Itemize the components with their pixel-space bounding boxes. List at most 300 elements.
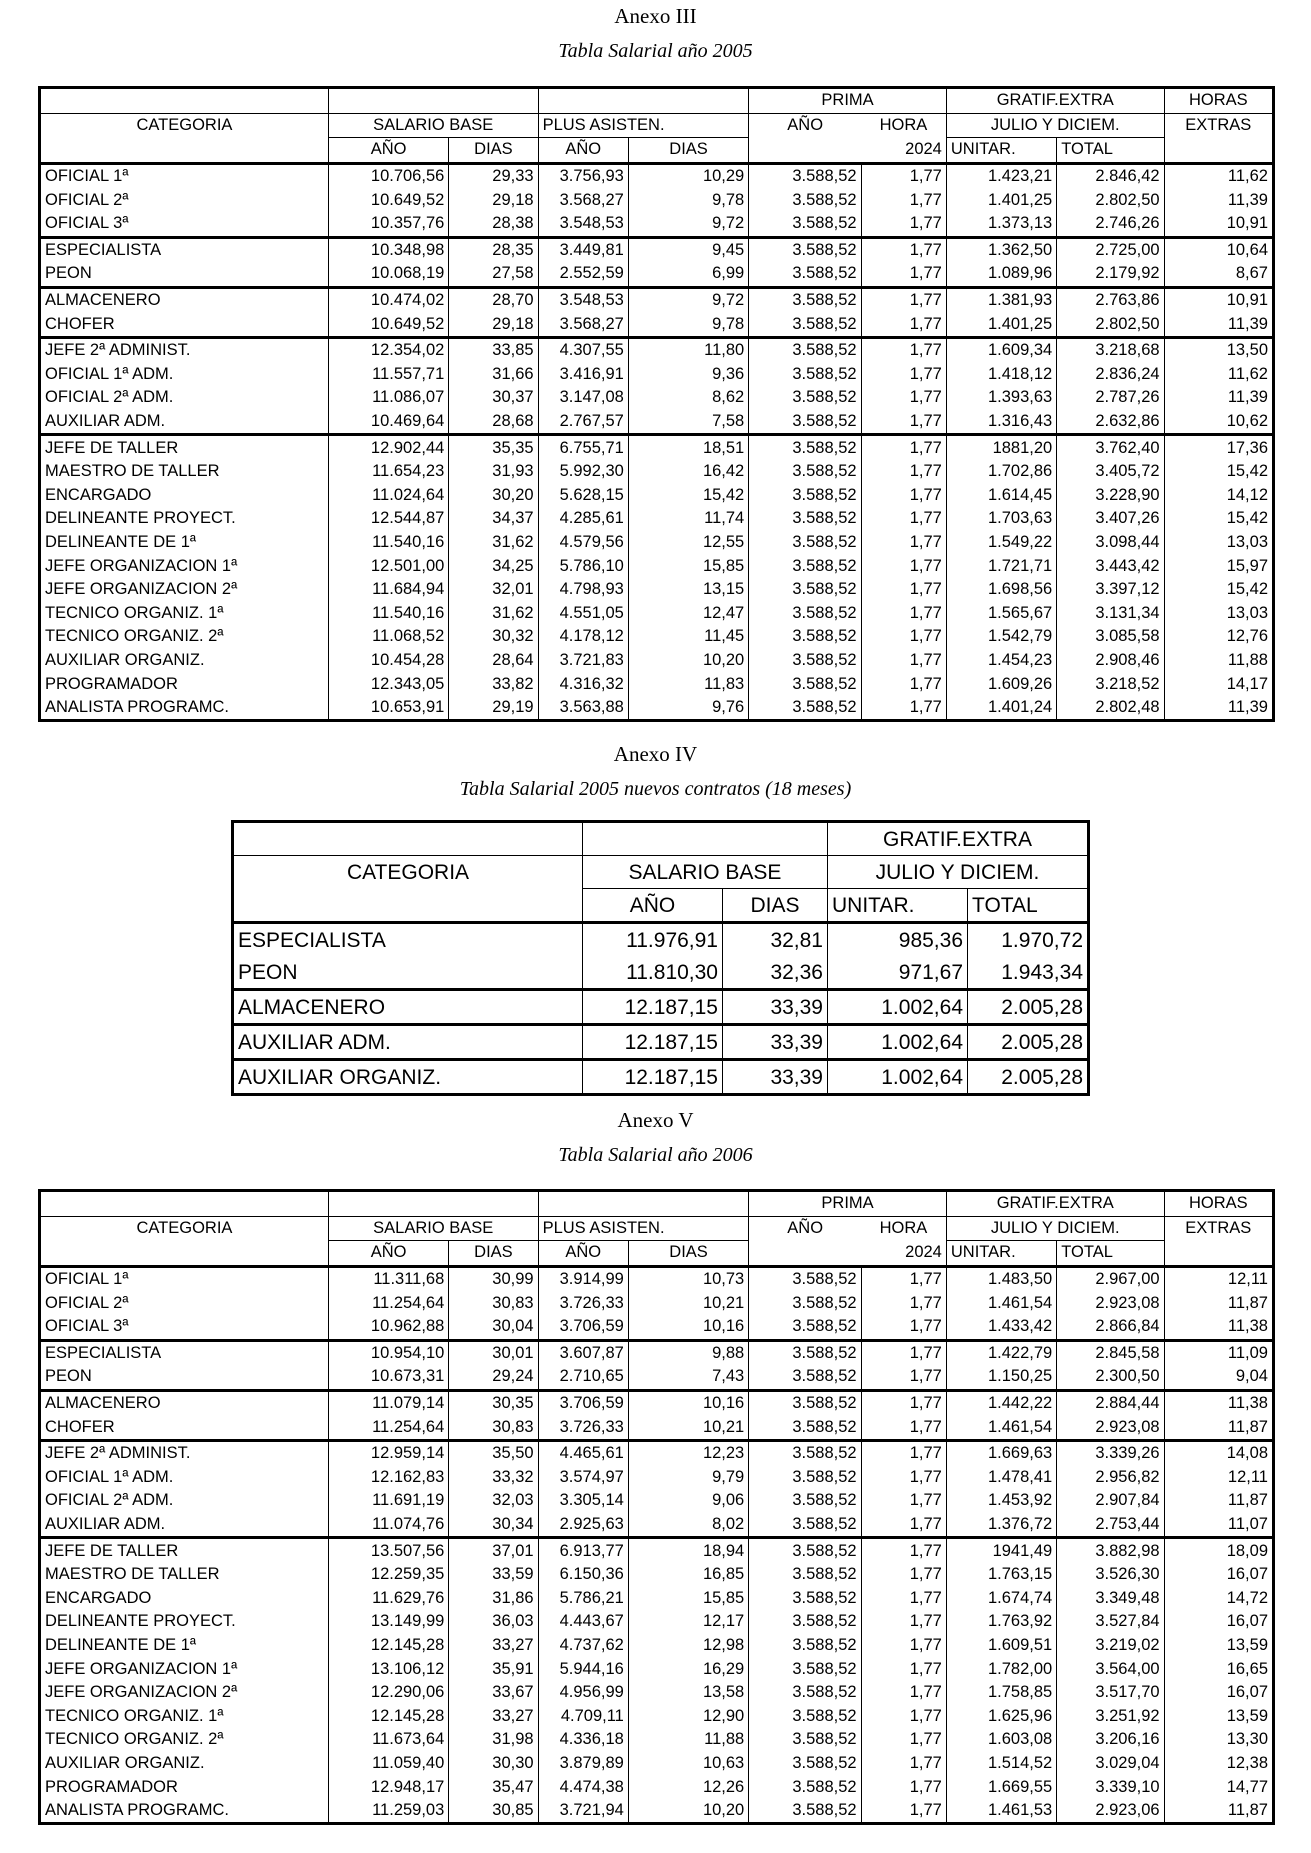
plus-ano-cell: 5.992,30 (538, 460, 628, 484)
julio-diciem-header: JULIO Y DICIEM. (828, 856, 1089, 889)
plus-asisten-header: PLUS ASISTEN. (538, 113, 749, 138)
salario-ano-cell: 12.259,35 (328, 1563, 448, 1587)
table-row (40, 363, 1274, 387)
prima-hora-cell: 1,77 (861, 1466, 946, 1490)
categoria-cell: TECNICO ORGANIZ. 1ª (45, 1706, 224, 1725)
categoria-cell: MAESTRO DE TALLER (45, 1565, 220, 1584)
gratif-unitar-cell: 1.483,50 (946, 1266, 1056, 1291)
categoria-cell: PROGRAMADOR (45, 674, 178, 693)
salario-dias-cell: 29,24 (449, 1365, 538, 1390)
gratif-unitar-cell: 1.393,63 (946, 386, 1056, 410)
prima-ano-cell: 3.588,52 (749, 649, 861, 673)
prima-ano-header: AÑO (749, 113, 861, 138)
prima-hora-cell: 1,77 (861, 1799, 946, 1824)
horas-extras-cell: 14,08 (1164, 1440, 1273, 1465)
gratif-total-cell: 2.753,44 (1057, 1513, 1164, 1538)
gratif-unitar-cell: 1.401,24 (946, 696, 1056, 721)
gratif-unitar-cell: 1.376,72 (946, 1513, 1056, 1538)
horas-extras-cell: 16,65 (1164, 1657, 1273, 1681)
prima-hora-cell: 1,77 (861, 386, 946, 410)
gratif-total-cell: 3.029,04 (1057, 1752, 1164, 1776)
prima-hora-cell: 1,77 (861, 1340, 946, 1365)
prima-hora-cell: 1,77 (861, 672, 946, 696)
gratif-total-cell: 2.956,82 (1057, 1466, 1164, 1490)
categoria-cell: CHOFER (45, 314, 115, 333)
gratif-total-cell: 2.179,92 (1057, 262, 1164, 287)
table-row (40, 386, 1274, 410)
gratif-unitar-cell: 1.433,42 (946, 1315, 1056, 1340)
gratif-unitar-cell: 1881,20 (946, 435, 1056, 460)
table-row (40, 1752, 1274, 1776)
salario-dias-cell: 30,99 (449, 1266, 538, 1291)
prima-hora-cell: 1,77 (861, 212, 946, 237)
gratif-unitar-cell: 1.763,92 (946, 1610, 1056, 1634)
categoria-cell: OFICIAL 3ª (45, 1317, 129, 1336)
plus-dias-cell: 10,16 (628, 1315, 748, 1340)
gratif-unitar-cell: 1941,49 (946, 1538, 1056, 1563)
table-row (40, 1390, 1274, 1415)
gratif-total-cell: 2.802,48 (1057, 696, 1164, 721)
table-row (40, 410, 1274, 435)
salario-ano-cell: 11.654,23 (328, 460, 448, 484)
horas-extras-cell: 15,42 (1164, 578, 1273, 602)
salario-dias-cell: 27,58 (449, 262, 538, 287)
gratif-unitar-cell: 1.002,64 (828, 990, 968, 1025)
plus-dias-cell: 9,45 (628, 237, 748, 262)
total-header: TOTAL (1057, 138, 1164, 164)
gratif-unitar-cell: 1.609,34 (946, 337, 1056, 362)
plus-dias-cell: 8,62 (628, 386, 748, 410)
gratif-unitar-cell: 1.316,43 (946, 410, 1056, 435)
salario-dias-cell: 29,33 (449, 163, 538, 188)
prima-ano-cell: 3.588,52 (749, 1634, 861, 1658)
salario-ano-cell: 10.653,91 (328, 696, 448, 721)
salario-ano-cell: 11.557,71 (328, 363, 448, 387)
categoria-cell: OFICIAL 1ª (40, 163, 329, 188)
salario-dias-cell: 33,39 (723, 1025, 828, 1060)
gratif-total-cell: 3.085,58 (1057, 625, 1164, 649)
gratif-total-cell: 3.219,02 (1057, 1634, 1164, 1658)
categoria-cell: PEON (45, 1367, 92, 1386)
gratif-total-cell: 3.218,52 (1057, 672, 1164, 696)
salario-ano-cell: 12.290,06 (328, 1681, 448, 1705)
prima-ano-cell: 3.588,52 (749, 262, 861, 287)
plus-ano-cell: 4.579,56 (538, 531, 628, 555)
gratif-total-cell: 2.746,26 (1057, 212, 1164, 237)
prima-ano-cell: 3.588,52 (749, 212, 861, 237)
horas-extras-cell: 15,42 (1164, 460, 1273, 484)
gratif-unitar-cell: 1.782,00 (946, 1657, 1056, 1681)
categoria-cell: TECNICO ORGANIZ. 2ª (45, 627, 224, 646)
categoria-cell: ESPECIALISTA (40, 237, 329, 262)
gratif-unitar-cell: 971,67 (828, 956, 968, 990)
salario-ano-cell: 13.106,12 (328, 1657, 448, 1681)
categoria-cell: ALMACENERO (233, 990, 583, 1025)
header-row-3 (40, 138, 1274, 164)
horas-header: HORAS (1164, 88, 1273, 114)
gratif-unitar-cell: 1.478,41 (946, 1466, 1056, 1490)
plus-ano-cell: 3.568,27 (538, 188, 628, 212)
plus-dias-cell: 12,17 (628, 1610, 748, 1634)
categoria-cell: PROGRAMADOR (45, 1777, 178, 1796)
table-row (40, 696, 1274, 721)
categoria-cell: AUXILIAR ORGANIZ. (45, 650, 205, 669)
categoria-header: CATEGORIA (346, 860, 470, 884)
gratif-total-cell: 2.763,86 (1057, 287, 1164, 312)
prima-hora-cell: 1,77 (861, 460, 946, 484)
salario-dias-cell: 32,03 (449, 1489, 538, 1513)
salario-dias-cell: 30,04 (449, 1315, 538, 1340)
table-row (40, 507, 1274, 531)
julio-diciem-header: JULIO Y DICIEM. (946, 1216, 1164, 1241)
horas-extras-cell: 15,97 (1164, 554, 1273, 578)
plus-dias-cell: 15,85 (628, 1587, 748, 1611)
horas-extras-cell: 12,11 (1164, 1466, 1273, 1490)
prima-hora-cell: 1,77 (861, 262, 946, 287)
prima-2024-header: 2024 (905, 140, 942, 159)
plus-dias-cell: 15,42 (628, 484, 748, 508)
prima-ano-cell: 3.588,52 (749, 460, 861, 484)
categoria-header: CATEGORIA (136, 1219, 233, 1238)
table-row (40, 337, 1274, 362)
salario-ano-cell: 10.474,02 (328, 287, 448, 312)
table-row (233, 956, 1089, 990)
categoria-cell: AUXILIAR ORGANIZ. (45, 1753, 205, 1772)
horas-extras-cell: 10,62 (1164, 410, 1273, 435)
prima-hora-cell: 1,77 (861, 363, 946, 387)
horas-extras-cell: 10,64 (1164, 237, 1273, 262)
table-row (40, 188, 1274, 212)
gratif-unitar-cell: 1.418,12 (946, 363, 1056, 387)
prima-hora-cell: 1,77 (861, 1538, 946, 1563)
gratif-total-cell: 3.131,34 (1057, 601, 1164, 625)
plus-dias-cell: 10,16 (628, 1390, 748, 1415)
salario-ano-cell: 11.024,64 (328, 484, 448, 508)
plus-dias-cell: 16,85 (628, 1563, 748, 1587)
salario-dias-cell: 32,36 (723, 956, 828, 990)
prima-ano-cell: 3.588,52 (749, 1489, 861, 1513)
salario-dias-cell: 32,01 (449, 578, 538, 602)
gratif-total-cell: 1.943,34 (968, 956, 1089, 990)
salario-dias-cell: 28,38 (449, 212, 538, 237)
categoria-cell: ANALISTA PROGRAMC. (45, 698, 229, 717)
horas-extras-cell: 11,07 (1164, 1513, 1273, 1538)
prima-hora-cell: 1,77 (861, 554, 946, 578)
categoria-cell: JEFE ORGANIZACION 2ª (45, 580, 238, 599)
plus-dias-cell: 12,98 (628, 1634, 748, 1658)
salario-dias-cell: 33,39 (723, 990, 828, 1025)
horas-extras-cell: 9,04 (1164, 1365, 1273, 1390)
salario-dias-cell: 35,47 (449, 1775, 538, 1799)
categoria-cell: CHOFER (45, 1417, 115, 1436)
categoria-cell: JEFE ORGANIZACION 1ª (45, 1659, 238, 1678)
prima-hora-cell: 1,77 (861, 1513, 946, 1538)
plus-ano-cell: 3.879,89 (538, 1752, 628, 1776)
gratif-total-cell: 2.836,24 (1057, 363, 1164, 387)
categoria-cell: PEON (45, 264, 92, 283)
table-row (40, 578, 1274, 602)
table-row (233, 923, 1089, 957)
plus-ano-cell: 4.285,61 (538, 507, 628, 531)
salario-ano-cell: 10.954,10 (328, 1340, 448, 1365)
plus-ano-cell: 5.786,21 (538, 1587, 628, 1611)
salario-ano-cell: 11.691,19 (328, 1489, 448, 1513)
prima-hora-cell: 1,77 (861, 435, 946, 460)
gratif-total-cell: 2.802,50 (1057, 312, 1164, 337)
gratif-extra-header: GRATIF.EXTRA (946, 1191, 1164, 1217)
gratif-total-cell: 2.866,84 (1057, 1315, 1164, 1340)
salario-ano-cell: 11.540,16 (328, 601, 448, 625)
plus-dias-cell: 7,43 (628, 1365, 748, 1390)
prima-hora-cell: 1,77 (861, 1489, 946, 1513)
prima-ano-cell: 3.588,52 (749, 1799, 861, 1824)
plus-dias-cell: 12,23 (628, 1440, 748, 1465)
salario-ano-cell: 12.162,83 (328, 1466, 448, 1490)
table-row (40, 237, 1274, 262)
salario-dias-cell: 31,93 (449, 460, 538, 484)
salario-dias-cell: 35,50 (449, 1440, 538, 1465)
salario-ano-cell: 10.348,98 (328, 237, 448, 262)
horas-extras-cell: 14,12 (1164, 484, 1273, 508)
categoria-cell: OFICIAL 2ª (45, 190, 129, 209)
categoria-cell: DELINEANTE DE 1ª (45, 532, 196, 551)
gratif-unitar-cell: 1.461,53 (946, 1799, 1056, 1824)
salario-ano-cell: 12.902,44 (328, 435, 448, 460)
plus-ano-cell: 4.709,11 (538, 1704, 628, 1728)
prima-ano-cell: 3.588,52 (749, 484, 861, 508)
horas-extras-cell: 11,39 (1164, 696, 1273, 721)
horas-extras-cell: 8,67 (1164, 262, 1273, 287)
gratif-total-cell: 3.405,72 (1057, 460, 1164, 484)
gratif-total-cell: 3.339,10 (1057, 1775, 1164, 1799)
prima-header: PRIMA (749, 88, 947, 114)
prima-ano-cell: 3.588,52 (749, 1266, 861, 1291)
gratif-unitar-cell: 1.542,79 (946, 625, 1056, 649)
salario-ano-cell: 12.959,14 (328, 1440, 448, 1465)
salario-ano-cell: 12.187,15 (583, 1060, 723, 1095)
prima-ano-cell: 3.588,52 (749, 1538, 861, 1563)
annex5-subtitle: Tabla Salarial año 2006 (558, 1144, 753, 1166)
plus-ano-cell: 4.336,18 (538, 1728, 628, 1752)
salario-dias-cell: 31,86 (449, 1587, 538, 1611)
salario-dias-cell: 32,81 (723, 923, 828, 957)
plus-ano-cell: 5.944,16 (538, 1657, 628, 1681)
header-row-3 (40, 1241, 1274, 1267)
gratif-total-cell: 1.970,72 (968, 923, 1089, 957)
prima-ano-cell: 3.588,52 (749, 1466, 861, 1490)
plus-ano-cell: 3.568,27 (538, 312, 628, 337)
gratif-total-cell: 3.349,48 (1057, 1587, 1164, 1611)
salario-ano-cell: 11.254,64 (328, 1415, 448, 1440)
categoria-cell: OFICIAL 1ª (40, 1266, 329, 1291)
prima-ano-cell: 3.588,52 (749, 1365, 861, 1390)
plus-dias-cell: 10,21 (628, 1415, 748, 1440)
salario-dias-cell: 30,01 (449, 1340, 538, 1365)
table-row (40, 1415, 1274, 1440)
plus-dias-cell: 9,72 (628, 287, 748, 312)
prima-2024-header: 2024 (905, 1243, 942, 1262)
table-row (40, 1340, 1274, 1365)
salario-dias-cell: 28,64 (449, 649, 538, 673)
salario-dias-cell: 31,62 (449, 601, 538, 625)
horas-extras-cell: 11,38 (1164, 1315, 1273, 1340)
plus-ano-cell: 4.956,99 (538, 1681, 628, 1705)
gratif-total-cell: 2.923,06 (1057, 1799, 1164, 1824)
plus-dias-cell: 9,06 (628, 1489, 748, 1513)
prima-hora-cell: 1,77 (861, 484, 946, 508)
prima-hora-cell: 1,77 (861, 163, 946, 188)
salario-dias-cell: 33,27 (449, 1634, 538, 1658)
salario-ano-cell: 12.948,17 (328, 1775, 448, 1799)
prima-hora-cell: 1,77 (861, 1415, 946, 1440)
prima-ano-cell: 3.588,52 (749, 507, 861, 531)
gratif-total-cell: 2.632,86 (1057, 410, 1164, 435)
prima-ano-cell: 3.588,52 (749, 1513, 861, 1538)
prima-hora-cell: 1,77 (861, 1704, 946, 1728)
gratif-total-cell: 3.443,42 (1057, 554, 1164, 578)
gratif-unitar-cell: 1.565,67 (946, 601, 1056, 625)
gratif-total-cell: 2.005,28 (968, 1025, 1089, 1060)
plus-ano-header: AÑO (538, 1241, 628, 1267)
prima-ano-cell: 3.588,52 (749, 237, 861, 262)
categoria-cell: ALMACENERO (40, 287, 329, 312)
gratif-total-cell: 2.005,28 (968, 990, 1089, 1025)
categoria-cell: OFICIAL 2ª (45, 1293, 129, 1312)
salario-dias-cell: 35,35 (449, 435, 538, 460)
salario-ano-cell: 11.311,68 (328, 1266, 448, 1291)
prima-hora-cell: 1,77 (861, 1563, 946, 1587)
categoria-cell: JEFE 2ª ADMINIST. (40, 337, 329, 362)
horas-extras-cell: 11,87 (1164, 1415, 1273, 1440)
table-row (40, 1704, 1274, 1728)
gratif-unitar-cell: 1.763,15 (946, 1563, 1056, 1587)
table-row (40, 1799, 1274, 1824)
plus-ano-cell: 3.305,14 (538, 1489, 628, 1513)
salario-ano-cell: 10.068,19 (328, 262, 448, 287)
plus-ano-cell: 4.443,67 (538, 1610, 628, 1634)
plus-ano-cell: 3.756,93 (538, 163, 628, 188)
salario-ano-cell: 12.544,87 (328, 507, 448, 531)
gratif-unitar-cell: 1.381,93 (946, 287, 1056, 312)
categoria-cell: DELINEANTE DE 1ª (45, 1635, 196, 1654)
prima-ano-cell: 3.588,52 (749, 1775, 861, 1799)
plus-dias-cell: 8,02 (628, 1513, 748, 1538)
prima-hora-cell: 1,77 (861, 1728, 946, 1752)
salario-ano-cell: 13.507,56 (328, 1538, 448, 1563)
categoria-header: CATEGORIA (136, 116, 233, 135)
salario-dias-cell: 31,62 (449, 531, 538, 555)
table-row (40, 1728, 1274, 1752)
table-row (40, 1610, 1274, 1634)
plus-dias-cell: 9,79 (628, 1466, 748, 1490)
julio-diciem-header: JULIO Y DICIEM. (946, 113, 1164, 138)
plus-dias-cell: 16,42 (628, 460, 748, 484)
prima-ano-cell: 3.588,52 (749, 1415, 861, 1440)
horas-extras-cell: 11,88 (1164, 649, 1273, 673)
plus-ano-cell: 2.552,59 (538, 262, 628, 287)
gratif-unitar-cell: 1.698,56 (946, 578, 1056, 602)
header-row-3 (233, 889, 1089, 923)
table-row (40, 649, 1274, 673)
table-row (40, 1440, 1274, 1465)
gratif-unitar-cell: 1.758,85 (946, 1681, 1056, 1705)
gratif-unitar-cell: 985,36 (828, 923, 968, 957)
salario-ano-cell: 11.810,30 (583, 956, 723, 990)
table-row (40, 672, 1274, 696)
horas-header: HORAS (1164, 1191, 1273, 1217)
gratif-total-cell: 3.882,98 (1057, 1538, 1164, 1563)
plus-ano-cell: 3.914,99 (538, 1266, 628, 1291)
salario-ano-cell: 11.629,76 (328, 1587, 448, 1611)
plus-dias-cell: 12,55 (628, 531, 748, 555)
plus-ano-cell: 3.721,94 (538, 1799, 628, 1824)
prima-ano-cell: 3.588,52 (749, 1340, 861, 1365)
categoria-cell: OFICIAL 2ª ADM. (45, 1491, 174, 1510)
horas-extras-cell: 13,50 (1164, 337, 1273, 362)
table-row (40, 1266, 1274, 1291)
horas-extras-cell: 13,59 (1164, 1704, 1273, 1728)
salario-ano-cell: 11.079,14 (328, 1390, 448, 1415)
salario-dias-header: DIAS (723, 889, 828, 923)
table-row (40, 1681, 1274, 1705)
salario-dias-cell: 30,37 (449, 386, 538, 410)
prima-hora-cell: 1,77 (861, 312, 946, 337)
gratif-total-cell: 2.787,26 (1057, 386, 1164, 410)
categoria-cell: AUXILIAR ORGANIZ. (233, 1060, 583, 1095)
salario-base-header: SALARIO BASE (328, 1216, 538, 1241)
plus-dias-header: DIAS (628, 1241, 748, 1267)
categoria-cell: TECNICO ORGANIZ. 1ª (45, 603, 224, 622)
prima-ano-cell: 3.588,52 (749, 578, 861, 602)
plus-dias-cell: 10,20 (628, 649, 748, 673)
prima-ano-cell: 3.588,52 (749, 1291, 861, 1315)
horas-extras-cell: 14,72 (1164, 1587, 1273, 1611)
gratif-total-cell: 3.218,68 (1057, 337, 1164, 362)
salario-dias-cell: 29,18 (449, 312, 538, 337)
salario-ano-cell: 10.962,88 (328, 1315, 448, 1340)
salario-ano-header: AÑO (328, 138, 448, 164)
plus-ano-cell: 3.607,87 (538, 1340, 628, 1365)
horas-extras-cell: 14,17 (1164, 672, 1273, 696)
prima-ano-cell: 3.588,52 (749, 1681, 861, 1705)
table-row (40, 262, 1274, 287)
annex5-title: Anexo V (617, 1108, 694, 1132)
prima-ano-cell: 3.588,52 (749, 1728, 861, 1752)
plus-dias-cell: 9,78 (628, 188, 748, 212)
plus-dias-cell: 13,15 (628, 578, 748, 602)
salario-ano-cell: 11.074,76 (328, 1513, 448, 1538)
plus-dias-cell: 10,29 (628, 163, 748, 188)
horas-extras-cell: 11,09 (1164, 1340, 1273, 1365)
salario-dias-cell: 33,82 (449, 672, 538, 696)
plus-ano-cell: 3.548,53 (538, 212, 628, 237)
salario-dias-cell: 30,83 (449, 1415, 538, 1440)
salario-dias-cell: 30,83 (449, 1291, 538, 1315)
prima-ano-cell: 3.588,52 (749, 287, 861, 312)
table-row (40, 1365, 1274, 1390)
plus-ano-cell: 4.465,61 (538, 1440, 628, 1465)
plus-dias-cell: 11,88 (628, 1728, 748, 1752)
plus-ano-cell: 6.913,77 (538, 1538, 628, 1563)
gratif-unitar-cell: 1.362,50 (946, 237, 1056, 262)
prima-ano-cell: 3.588,52 (749, 1315, 861, 1340)
gratif-unitar-cell: 1.002,64 (828, 1060, 968, 1095)
gratif-unitar-cell: 1.603,08 (946, 1728, 1056, 1752)
gratif-unitar-cell: 1.453,92 (946, 1489, 1056, 1513)
salario-ano-cell: 10.649,52 (328, 188, 448, 212)
prima-ano-cell: 3.588,52 (749, 672, 861, 696)
salario-ano-cell: 11.059,40 (328, 1752, 448, 1776)
